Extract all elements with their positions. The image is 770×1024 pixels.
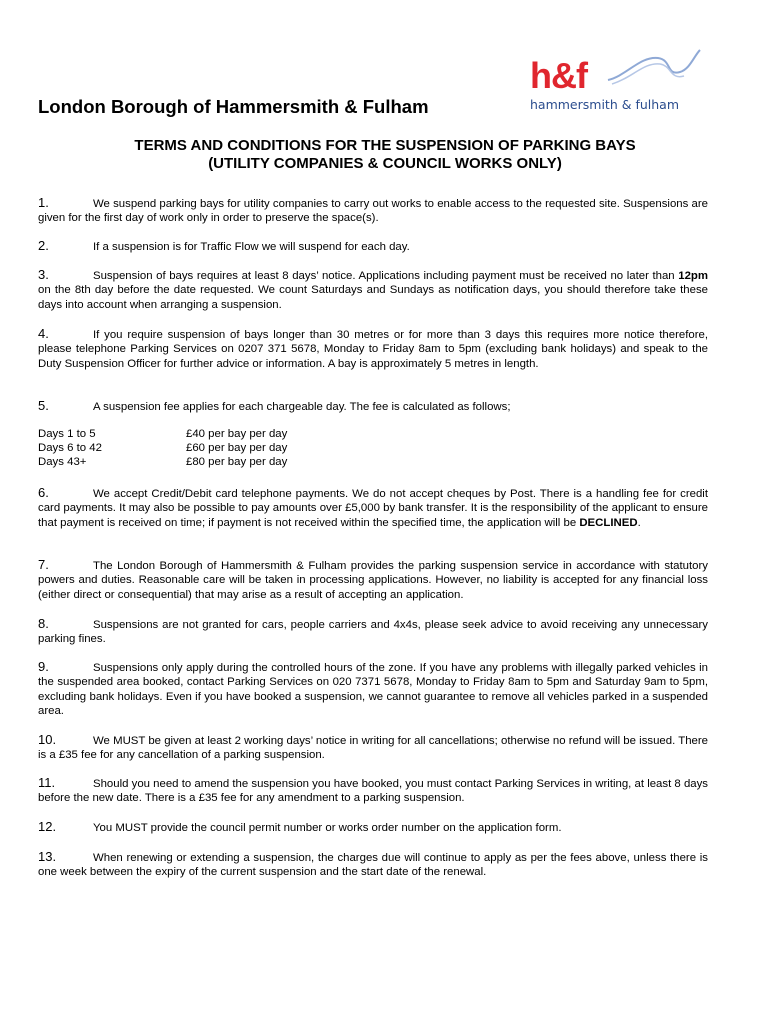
organisation-title: London Borough of Hammersmith & Fulham xyxy=(38,96,429,117)
term-text: Suspensions only apply during the controlled hours of the zone. If you have any problems with illegally parked vehicles in the suspended area booked, contact Parking Services on 020 7371 5678, Monday to Friday 8am to 5pm and Saturday 9am to 5pm, excluding bank holidays. Even if you have booked a suspension, we cannot guarantee to remove all vehicles parked in a suspended area. xyxy=(38,662,708,718)
term-item-4 xyxy=(38,327,708,371)
fee-days: Days 1 to 5 xyxy=(38,428,96,440)
council-logo xyxy=(526,46,702,112)
fee-row xyxy=(38,456,287,470)
fee-days: Days 43+ xyxy=(38,455,87,468)
term-item-12 xyxy=(38,820,708,835)
term-number: 11. xyxy=(38,775,56,790)
term-item-10 xyxy=(38,733,708,763)
term-text: We MUST be given at least 2 working days’ notice in writing for all cancellations; otherwise no refund will be issued. There is a £35 fee for any cancellation of a parking suspension. xyxy=(38,735,708,762)
fee-row xyxy=(38,428,287,442)
term-text: Suspension of bays requires at least 8 days’ notice. Applications including payment must be received no later than xyxy=(93,270,679,282)
term-number: 2. xyxy=(38,238,49,253)
fee-rate: £60 per bay per day xyxy=(186,441,288,454)
term-text: If you require suspension of bays longer than 30 metres or for more than 3 days this requires more notice therefore, please telephone Parking Services on 0207 371 5678, Monday to Friday 8am to 5pm (excluding bank holidays) and speak to the Duty Suspension Officer for further advice or information. A bay is approximately 5 metres in length. xyxy=(38,329,708,370)
term-item-11 xyxy=(38,776,708,806)
term-text: We suspend parking bays for utility companies to carry out works to enable access to the requested site. Suspensions are given for the first day of work only in order to preserve the space(s). xyxy=(38,198,708,225)
term-number: 9. xyxy=(38,659,49,674)
fee-rate: £40 per bay per day xyxy=(186,428,288,440)
term-bold-text: DECLINED xyxy=(579,516,638,529)
term-item-8 xyxy=(38,617,708,647)
term-item-7 xyxy=(38,558,708,602)
term-text: The London Borough of Hammersmith & Fulham provides the parking suspension service in accordance with statutory powers and duties. Reasonable care will be taken in processing applications. However, no liability is accepted for any financial loss (either direct or consequential) that may arise as a result of accepting an application. xyxy=(38,560,708,601)
term-number: 1. xyxy=(38,195,49,210)
term-text: We accept Credit/Debit card telephone payments. We do not accept cheques by Post. There is a handling fee for credit card payments. It may also be possible to pay amounts over £5,000 by bank transfer. It is the responsibility of the applicant to ensure that payment is received on time; if payment is not received within the specified time, the application will be xyxy=(38,488,708,529)
term-item-13 xyxy=(38,850,708,880)
term-number: 8. xyxy=(38,616,49,631)
term-text: Should you need to amend the suspension you have booked, you must contact Parking Services in writing, at least 8 days before the new date. There is a £35 fee for any amendment to a parking suspension. xyxy=(38,778,708,805)
fee-row xyxy=(38,442,287,456)
term-text: A suspension fee applies for each chargeable day. The fee is calculated as follows; xyxy=(93,401,511,413)
fee-rate: £80 per bay per day xyxy=(186,455,288,468)
fee-days: Days 6 to 42 xyxy=(38,441,102,454)
term-number: 7. xyxy=(38,557,49,572)
term-text: If a suspension is for Traffic Flow we will suspend for each day. xyxy=(93,241,410,253)
term-number: 12. xyxy=(38,819,57,834)
term-bold-text: 12pm xyxy=(678,270,708,282)
term-number: 5. xyxy=(38,398,49,413)
term-item-3 xyxy=(38,268,708,312)
term-number: 10. xyxy=(38,732,57,747)
term-number: 3. xyxy=(38,267,49,282)
term-text: on the 8th day before the date requested. We count Saturdays and Sundays as notification days, you should therefore take these days into account when arranging a suspension. xyxy=(38,284,708,311)
document-heading: TERMS AND CONDITIONS FOR THE SUSPENSION OF PARKING BAYS xyxy=(134,137,636,154)
term-text: Suspensions are not granted for cars, people carriers and 4x4s, please seek advice to avoid receiving any unnecessary parking fines. xyxy=(38,619,708,646)
document-subheading: (UTILITY COMPANIES & COUNCIL WORKS ONLY) xyxy=(208,155,562,172)
term-text: You MUST provide the council permit number or works order number on the application form. xyxy=(93,822,562,834)
logo-mark: h&f xyxy=(530,55,587,96)
term-text: When renewing or extending a suspension, the charges due will continue to apply as per the fees above, unless there is one week between the expiry of the current suspension and the start date of the renewal. xyxy=(38,852,708,879)
term-item-6 xyxy=(38,486,708,530)
term-text: . xyxy=(637,516,641,529)
logo-subtitle: hammersmith & fulham xyxy=(530,97,679,112)
term-number: 4. xyxy=(38,326,49,341)
term-item-2 xyxy=(38,239,708,254)
term-number: 6. xyxy=(38,485,49,500)
term-number: 13. xyxy=(38,849,57,864)
fee-table xyxy=(38,428,287,469)
term-item-1 xyxy=(38,196,708,226)
term-item-5 xyxy=(38,399,708,414)
swirl-icon xyxy=(606,46,702,86)
term-item-9 xyxy=(38,660,708,719)
